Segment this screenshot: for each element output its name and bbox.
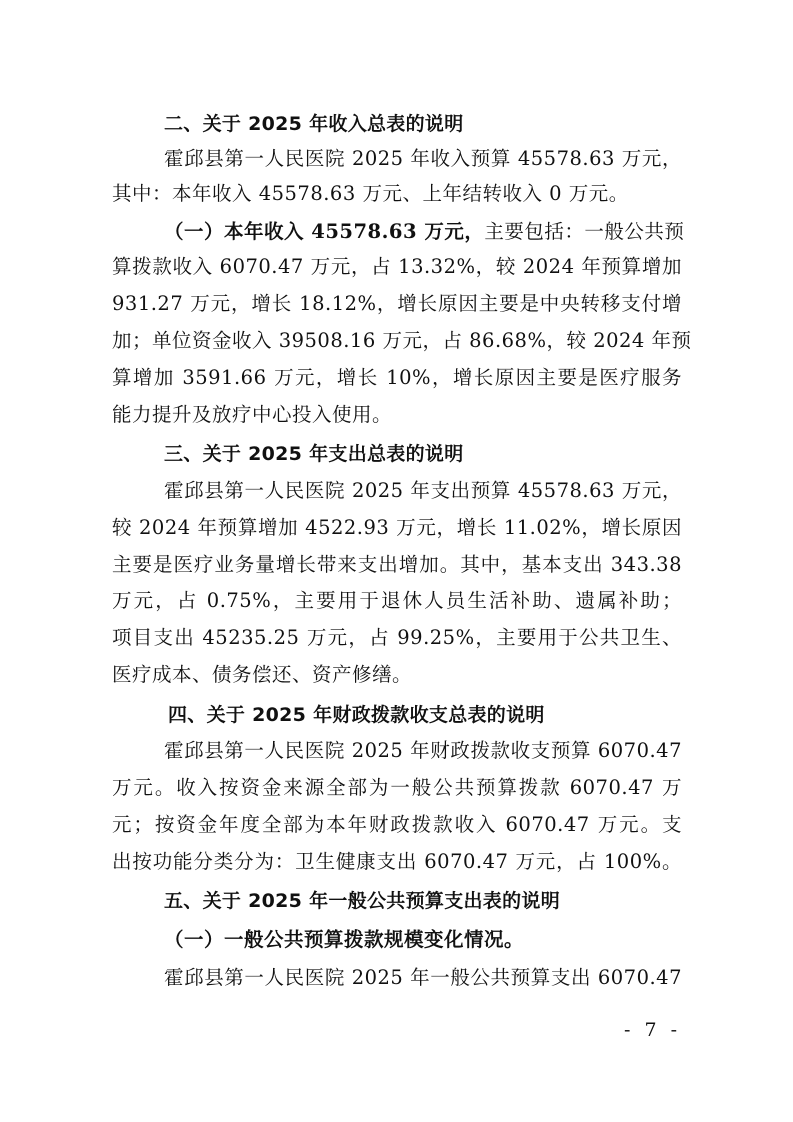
bold-lead-current-year-income: （一）本年收入 45578.63 万元， — [164, 220, 485, 243]
page-number: - 7 - — [623, 1019, 681, 1041]
paragraph-line: 其中：本年收入 45578.63 万元、上年结转收入 0 万元。 — [112, 182, 629, 205]
paragraph-line: 出按功能分类分为：卫生健康支出 6070.47 万元，占 100%。 — [112, 850, 682, 873]
paragraph-line: 较 2024 年预算增加 4522.93 万元，增长 11.02%，增长原因 — [112, 516, 682, 539]
subheading-appropriation-scale: （一）一般公共预算拨款规模变化情况。 — [164, 928, 525, 951]
paragraph-line: 931.27 万元，增长 18.12%，增长原因主要是中央转移支付增 — [112, 292, 682, 315]
section-heading-fiscal-appropriation: 四、关于 2025 年财政拨款收支总表的说明 — [168, 704, 545, 726]
paragraph-line: 算拨款收入 6070.47 万元，占 13.32%，较 2024 年预算增加 — [112, 255, 682, 278]
paragraph-line-with-bold-lead — [164, 214, 685, 250]
paragraph-line: 元；按资金年度全部为本年财政拨款收入 6070.47 万元。支 — [112, 813, 682, 836]
paragraph-line: 能力提升及放疗中心投入使用。 — [112, 403, 393, 426]
paragraph-line: 主要是医疗业务量增长带来支出增加。其中，基本支出 343.38 — [112, 553, 682, 576]
paragraph-line: 算增加 3591.66 万元，增长 10%，增长原因主要是医疗服务 — [112, 366, 682, 389]
section-heading-expenditure-summary: 三、关于 2025 年支出总表的说明 — [164, 443, 464, 465]
paragraph-line: 霍邱县第一人民医院 2025 年支出预算 45578.63 万元， — [164, 479, 682, 502]
section-heading-general-public-budget: 五、关于 2025 年一般公共预算支出表的说明 — [164, 890, 561, 912]
paragraph-line: 万元，占 0.75%，主要用于退休人员生活补助、遗属补助； — [112, 589, 682, 612]
lead-rest-text: 主要包括：一般公共预 — [484, 220, 685, 243]
paragraph-line: 霍邱县第一人民医院 2025 年一般公共预算支出 6070.47 — [164, 966, 682, 989]
paragraph-line: 项目支出 45235.25 万元，占 99.25%，主要用于公共卫生、 — [112, 626, 682, 649]
section-heading-income-summary: 二、关于 2025 年收入总表的说明 — [164, 113, 464, 135]
paragraph-line: 霍邱县第一人民医院 2025 年收入预算 45578.63 万元， — [164, 147, 682, 170]
paragraph-line: 万元。收入按资金来源全部为一般公共预算拨款 6070.47 万 — [112, 776, 682, 799]
paragraph-line: 加；单位资金收入 39508.16 万元，占 86.68%，较 2024 年预 — [112, 329, 692, 352]
paragraph-line: 医疗成本、债务偿还、资产修缮。 — [112, 663, 413, 686]
paragraph-line: 霍邱县第一人民医院 2025 年财政拨款收支预算 6070.47 — [164, 739, 682, 762]
